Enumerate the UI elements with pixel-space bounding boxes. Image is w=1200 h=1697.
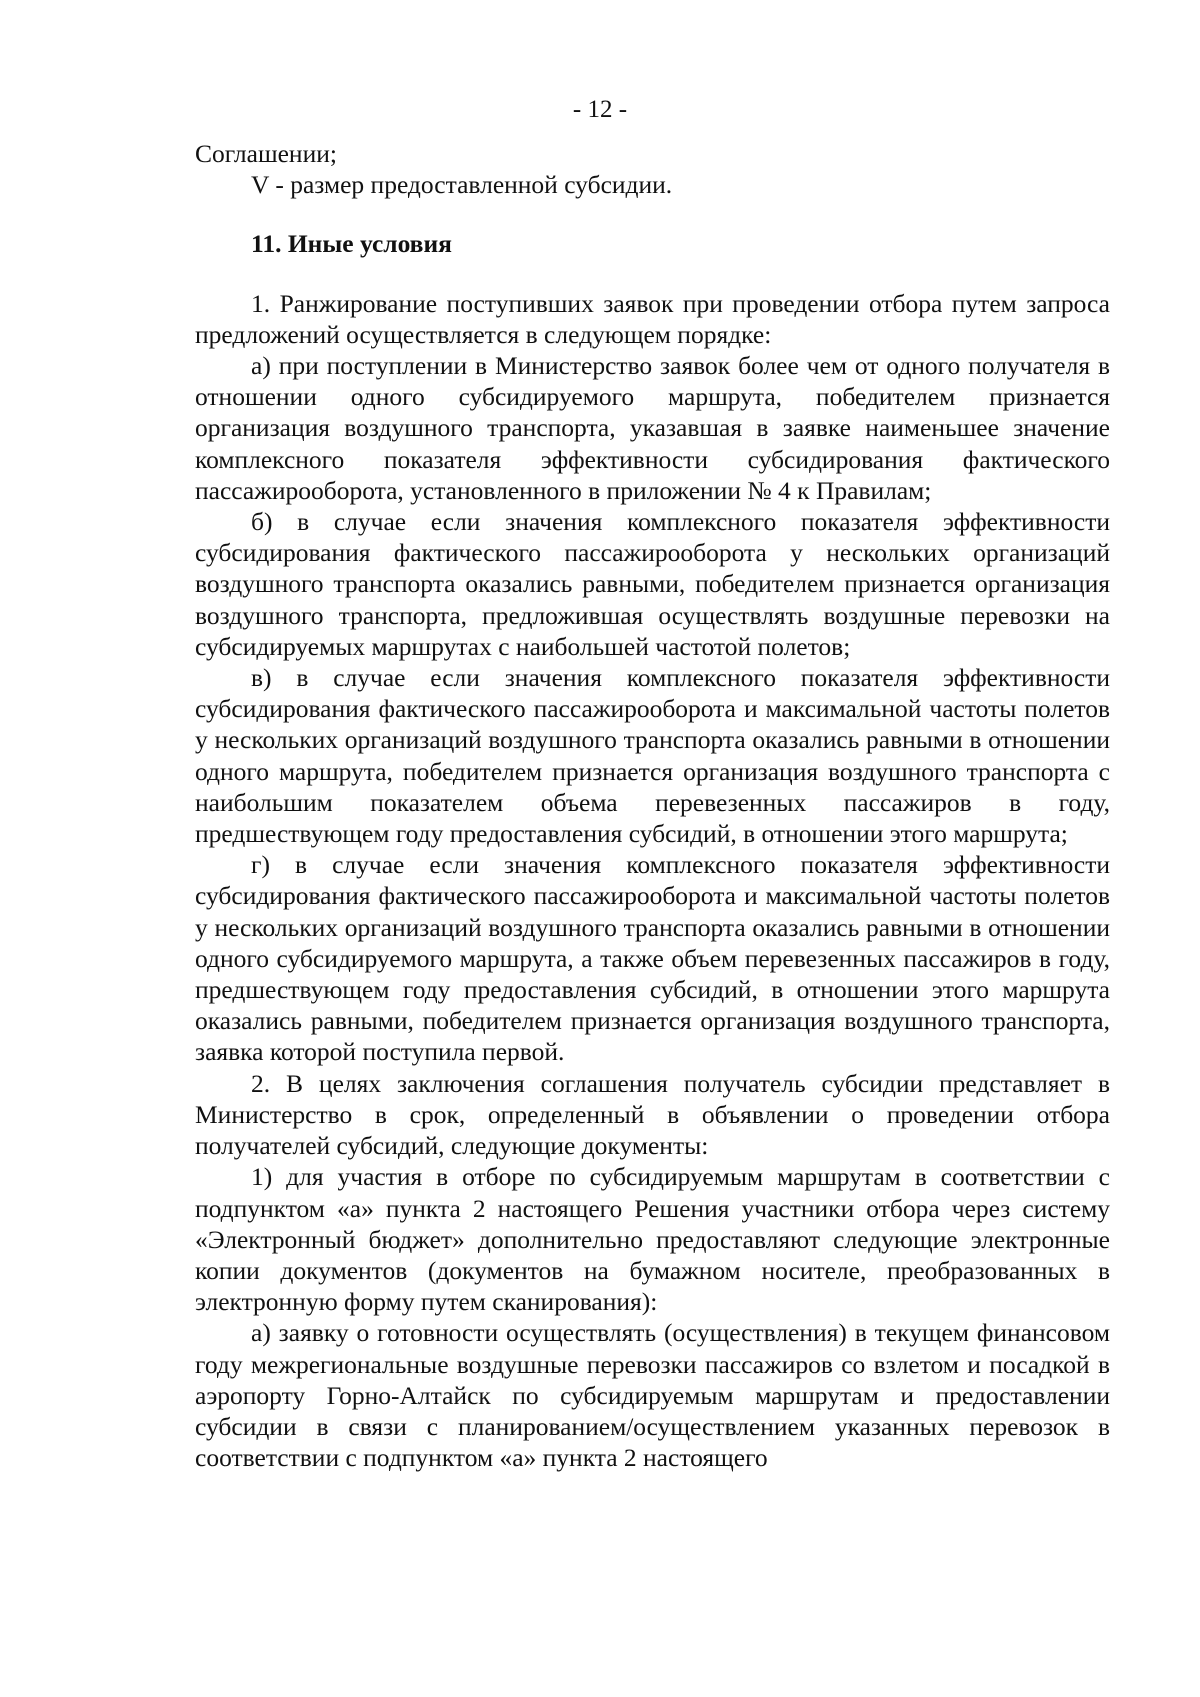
document-body: [195, 138, 1110, 1473]
paragraph-1-v: в) в случае если значения комплексного показателя эффективности субсидирования фактического пассажирооборота и максимальной частоты полетов у нескольких организаций воздушного транспорта оказались равными в отношении одного маршрута, победителем признается организация воздушного транспорта с наибольшим показателем объема перевезенных пассажиров в году, предшествующем году предоставления субсидий, в отношении этого маршрута;: [195, 663, 1110, 849]
paragraph-1-g: г) в случае если значения комплексного показателя эффективности субсидирования фактического пассажирооборота и максимальной частоты полетов у нескольких организаций воздушного транспорта оказались равными в отношении одного субсидируемого маршрута, а также объем перевезенных пассажиров в году, предшествующем году предоставления субсидий, в отношении этого маршрута оказались равными, победителем признается организация воздушного транспорта, заявка которой поступила первой.: [195, 850, 1110, 1067]
v-definition-line: V - размер предоставленной субсидии.: [251, 170, 673, 200]
section-heading: 11. Иные условия: [251, 229, 452, 259]
intro-line: Соглашении;: [195, 139, 337, 168]
paragraph-2-1: 1) для участия в отборе по субсидируемым маршрутам в соответствии с подпунктом «а» пункта 2 настоящего Решения участники отбора через систему «Электронный бюджет» дополнительно предоставляют следующие электронные копии документов (документов на бумажном носителе, преобразованных в электронную форму путем сканирования):: [195, 1162, 1110, 1317]
paragraph-1-a: а) при поступлении в Министерство заявок более чем от одного получателя в отношении одного субсидируемого маршрута, победителем признается организация воздушного транспорта, указавшая в заявке наименьшее значение комплексного показателя эффективности субсидирования фактического пассажирооборота, установленного в приложении № 4 к Правилам;: [195, 351, 1110, 505]
paragraph-2-documents: 2. В целях заключения соглашения получатель субсидии представляет в Министерство в срок, определенный в объявлении о проведении отбора получателей субсидий, следующие документы:: [195, 1068, 1110, 1161]
paragraph-1-ranking: 1. Ранжирование поступивших заявок при проведении отбора путем запроса предложений осуществляется в следующем порядке:: [195, 288, 1110, 349]
page-number: - 12 -: [572, 96, 628, 123]
paragraph-1-b: б) в случае если значения комплексного показателя эффективности субсидирования фактического пассажирооборота у нескольких организаций воздушного транспорта оказались равными, победителем признается организация воздушного транспорта, предложившая осуществлять воздушные перевозки на субсидируемых маршрутах с наибольшей частотой полетов;: [195, 507, 1110, 661]
paragraph-2-1-a: а) заявку о готовности осуществлять (осуществления) в текущем финансовом году межрегиональные воздушные перевозки пассажиров со взлетом и посадкой в аэропорту Горно-Алтайск по субсидируемым маршрутам и предоставлении субсидии в связи с планированием/осуществлением указанных перевозок в соответствии с подпунктом «а» пункта 2 настоящего: [195, 1318, 1110, 1473]
